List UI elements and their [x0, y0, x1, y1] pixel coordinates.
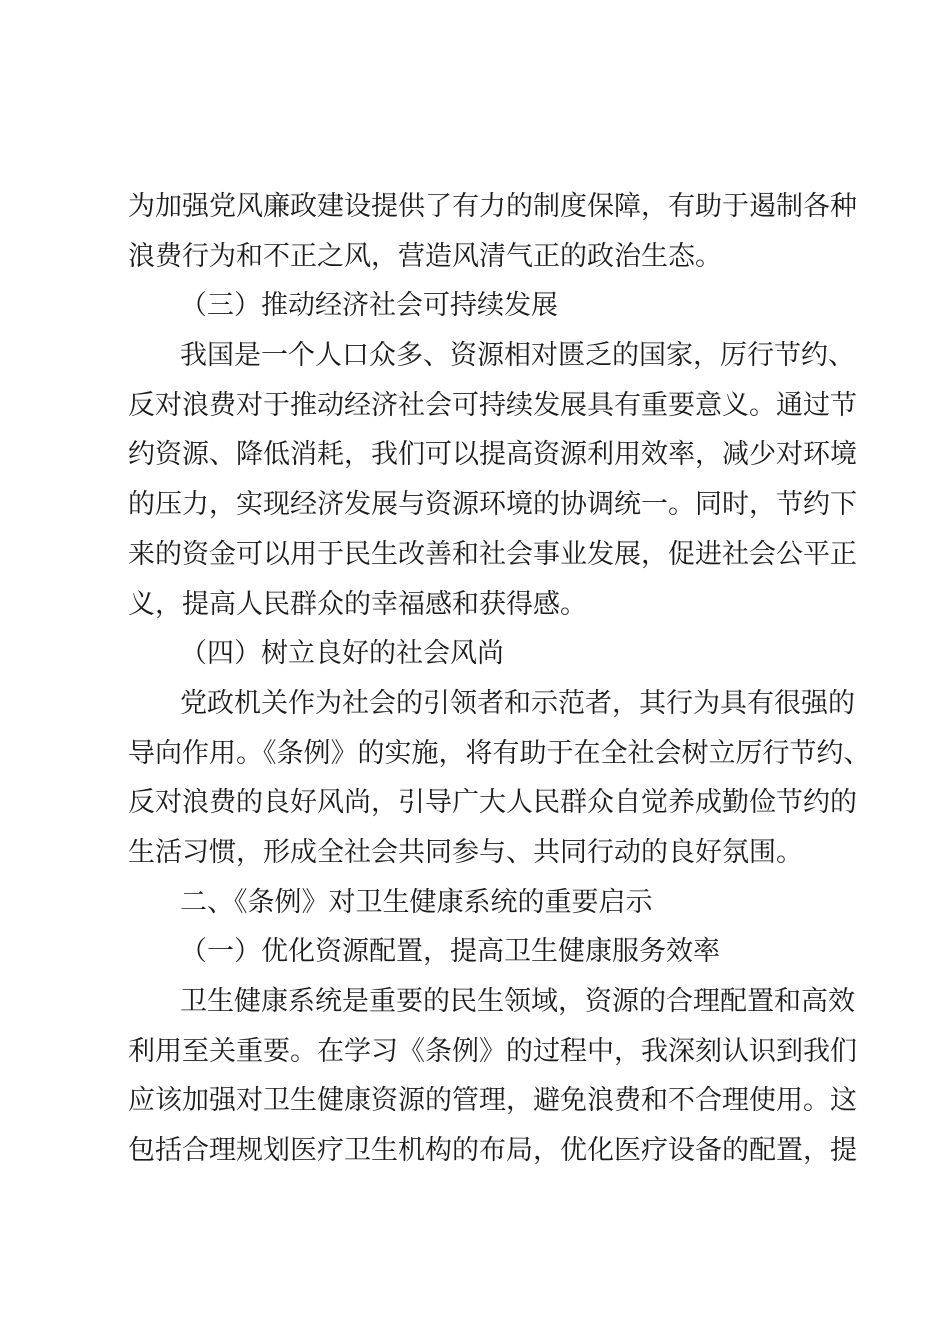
paragraph-line: 党政机关作为社会的引领者和示范者，其行为具有很强的	[180, 687, 855, 719]
paragraph-line: 应该加强对卫生健康资源的管理，避免浪费和不合理使用。这	[128, 1085, 857, 1117]
paragraph-line: 反对浪费的良好风尚，引导广大人民群众自觉养成勤俭节约的	[128, 787, 857, 819]
paragraph-line: 反对浪费对于推动经济社会可持续发展具有重要意义。通过节	[128, 389, 857, 421]
document-body	[128, 182, 871, 1176]
section-heading: （三）推动经济社会可持续发展	[180, 290, 558, 322]
paragraph-line: 约资源、降低消耗，我们可以提高资源利用效率，减少对环境	[128, 439, 857, 471]
paragraph-line: 导向作用。《条例》的实施，将有助于在全社会树立厉行节约、	[128, 737, 871, 769]
paragraph-line: 包括合理规划医疗卫生机构的布局，优化医疗设备的配置，提	[128, 1135, 857, 1167]
paragraph-line: 利用至关重要。在学习《条例》的过程中，我深刻认识到我们	[128, 1035, 857, 1067]
paragraph-line: 为加强党风廉政建设提供了有力的制度保障，有助于遏制各种	[128, 191, 857, 222]
paragraph-line: 的压力，实现经济发展与资源环境的协调统一。同时，节约下	[128, 489, 857, 521]
paragraph-line: 义，提高人民群众的幸福感和获得感。	[128, 588, 587, 620]
paragraph-line: 我国是一个人口众多、资源相对匮乏的国家，厉行节约、	[180, 340, 855, 372]
paragraph-line: 卫生健康系统是重要的民生领域，资源的合理配置和高效	[180, 986, 855, 1017]
section-heading: （四）树立良好的社会风尚	[180, 638, 504, 670]
chapter-heading: 二、《条例》对卫生健康系统的重要启示	[180, 886, 653, 918]
section-heading: （一）优化资源配置，提高卫生健康服务效率	[180, 936, 720, 968]
paragraph-line: 来的资金可以用于民生改善和社会事业发展，促进社会公平正	[128, 538, 857, 570]
paragraph-line: 生活习惯，形成全社会共同参与、共同行动的良好氛围。	[128, 836, 803, 868]
paragraph-line: 浪费行为和不正之风，营造风清气正的政治生态。	[128, 240, 722, 272]
